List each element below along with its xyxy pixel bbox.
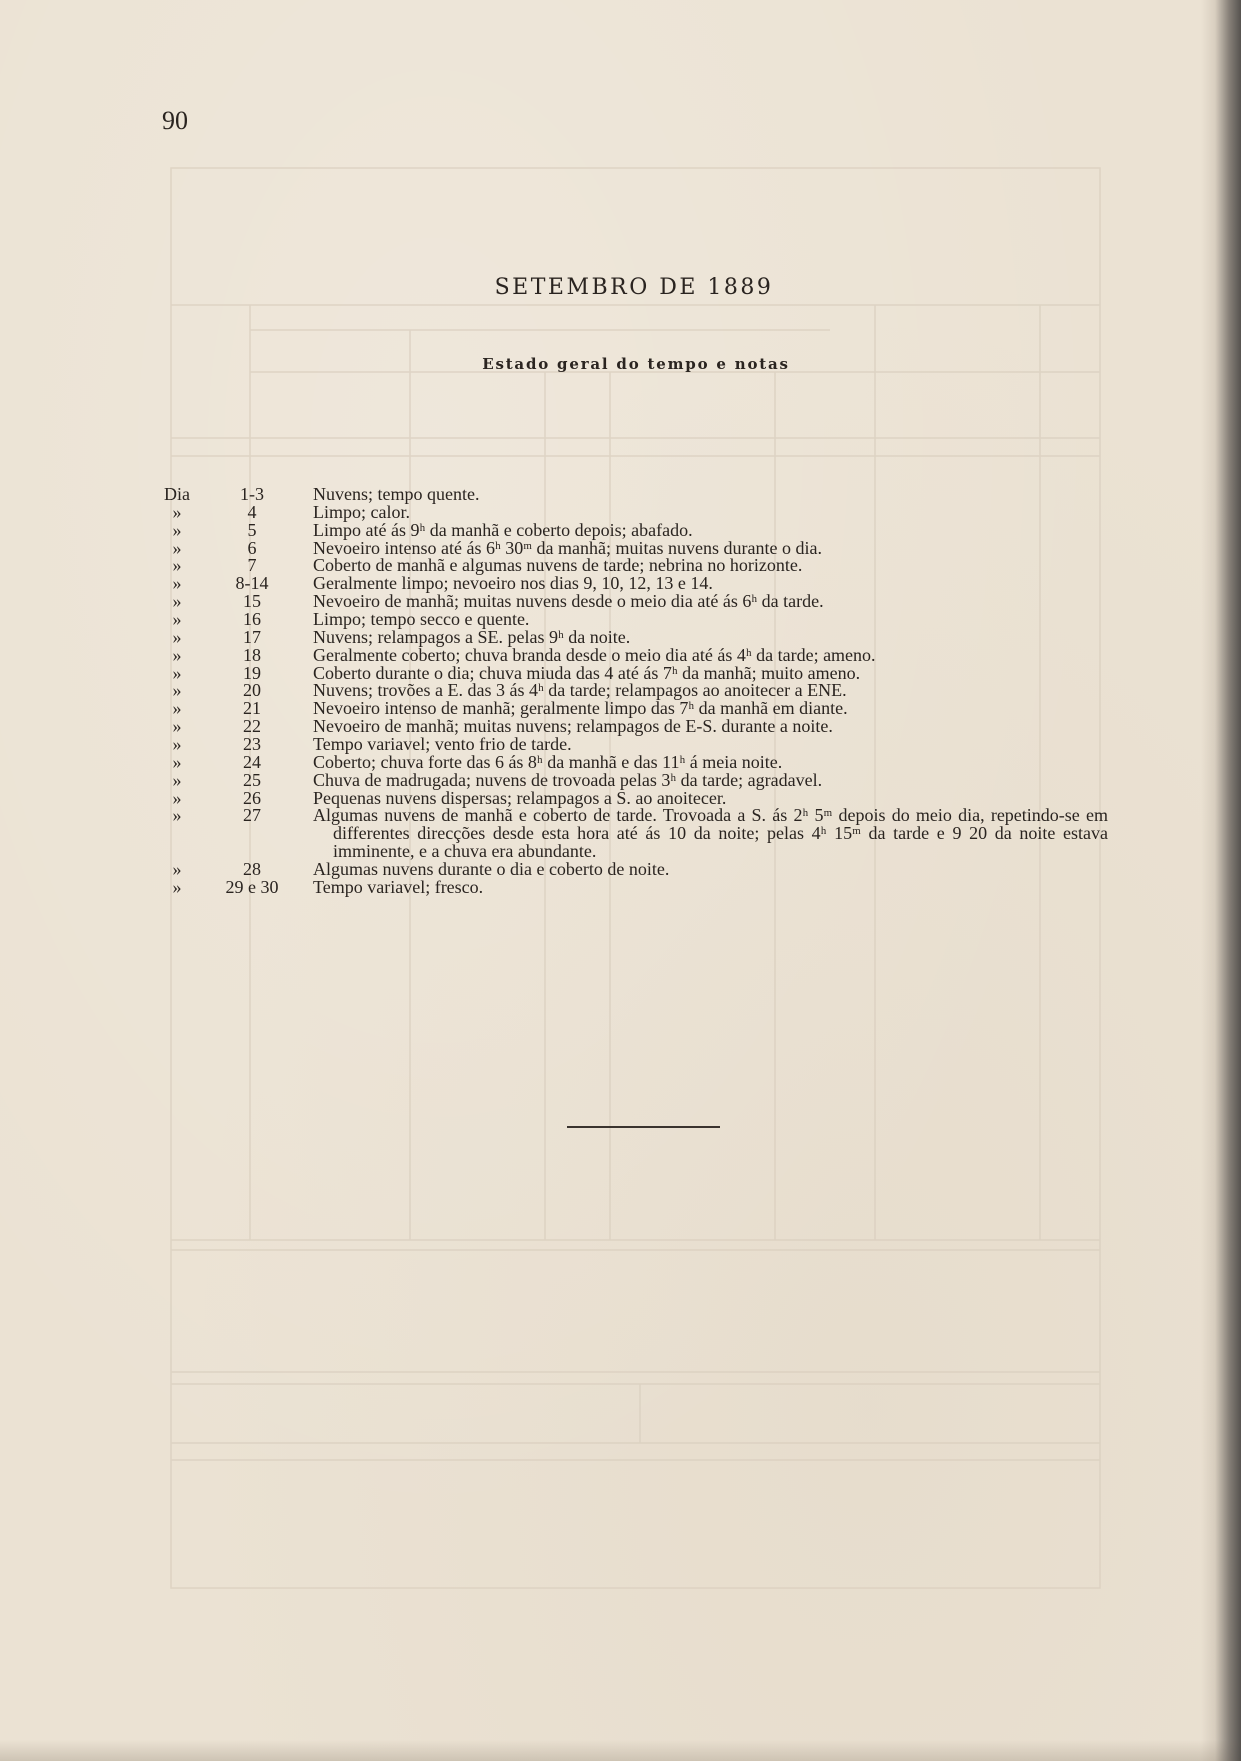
page-number: 90 xyxy=(162,106,188,135)
row-day: 27 xyxy=(243,805,261,826)
row-notes-line: imminente, e a chuva era abundante. xyxy=(333,841,597,862)
ditto-mark: » xyxy=(172,644,182,665)
row-notes: Limpo; tempo secco e quente. xyxy=(313,609,530,630)
table-row xyxy=(160,644,1120,665)
row-day: 20 xyxy=(243,680,261,701)
row-day: 26 xyxy=(243,787,261,808)
row-notes: Chuva de madrugada; nuvens de trovoada pelas 3ʰ da tarde; agradavel. xyxy=(313,769,823,790)
row-day: 1-3 xyxy=(240,484,264,504)
row-day: 15 xyxy=(243,591,261,612)
row-notes-line: Algumas nuvens de manhã e coberto de tarde. Trovoada a S. ás 2ʰ 5ᵐ depois do meio dia, repetindo-se em xyxy=(313,805,1108,826)
table-row xyxy=(160,718,1120,736)
row-notes-line: differentes direcções desde esta hora até ás 10 da noite; pelas 4ʰ 15ᵐ da tarde e 9 20 da noite estava xyxy=(333,823,1108,844)
ditto-mark: » xyxy=(172,537,182,558)
row-day: 6 xyxy=(247,537,257,558)
table-row xyxy=(160,593,1120,611)
row-day: 17 xyxy=(243,626,261,647)
row-notes: Pequenas nuvens dispersas; relampagos a S. ao anoitecer. xyxy=(313,787,727,808)
row-notes: Geralmente coberto; chuva branda desde o meio dia até ás 4ʰ da tarde; ameno. xyxy=(313,644,876,665)
table-row xyxy=(160,807,1120,861)
row-notes: Tempo variavel; fresco. xyxy=(313,876,484,897)
ditto-mark: » xyxy=(172,609,182,630)
row-notes: Nuvens; trovões a E. das 3 ás 4ʰ da tarde; relampagos ao anoitecer a ENE. xyxy=(313,680,847,701)
ditto-mark: » xyxy=(172,787,182,808)
row-label-dia: Dia xyxy=(164,484,190,504)
row-notes: Coberto; chuva forte das 6 ás 8ʰ da manhã e das 11ʰ á meia noite. xyxy=(313,751,783,772)
row-day: 24 xyxy=(243,751,261,772)
page-subtitle: Estado geral do tempo e notas xyxy=(482,355,790,373)
row-day: 16 xyxy=(243,609,261,630)
row-notes: Tempo variavel; vento frio de tarde. xyxy=(313,734,572,755)
row-notes: Nuvens; relampagos a SE. pelas 9ʰ da noite. xyxy=(313,626,631,647)
row-day: 7 xyxy=(247,555,257,576)
ditto-mark: » xyxy=(172,591,182,612)
row-notes: Coberto durante o dia; chuva miuda das 4 até ás 7ʰ da manhã; muito ameno. xyxy=(313,662,861,683)
row-day: 22 xyxy=(243,716,261,737)
ditto-mark: » xyxy=(172,716,182,737)
weather-notes-table xyxy=(160,486,1120,897)
page-edge-shadow xyxy=(1201,0,1241,1761)
ditto-mark: » xyxy=(172,859,182,880)
row-notes: Nevoeiro de manhã; muitas nuvens; relampagos de E-S. durante a noite. xyxy=(313,716,833,737)
row-notes: Nevoeiro intenso de manhã; geralmente limpo das 7ʰ da manhã em diante. xyxy=(313,698,848,719)
row-day: 18 xyxy=(243,644,261,665)
ditto-mark: » xyxy=(172,573,182,594)
row-day: 29 e 30 xyxy=(225,876,279,897)
ditto-mark: » xyxy=(172,876,182,897)
row-day: 28 xyxy=(243,859,261,880)
table-row xyxy=(160,486,1120,504)
closing-rule xyxy=(567,1126,720,1128)
row-day: 4 xyxy=(247,501,257,522)
row-day: 23 xyxy=(243,734,261,755)
row-notes: Algumas nuvens durante o dia e coberto de noite. xyxy=(313,859,670,880)
row-notes: Nevoeiro intenso até ás 6ʰ 30ᵐ da manhã; muitas nuvens durante o dia. xyxy=(313,537,822,558)
ditto-mark: » xyxy=(172,698,182,719)
row-day: 19 xyxy=(243,662,261,683)
ditto-mark: » xyxy=(172,555,182,576)
table-row xyxy=(160,611,1120,629)
row-day: 21 xyxy=(243,698,261,719)
row-day: 25 xyxy=(243,769,261,790)
ditto-mark: » xyxy=(172,751,182,772)
ditto-mark: » xyxy=(172,769,182,790)
row-notes: Limpo; calor. xyxy=(313,501,410,522)
page-title: SETEMBRO DE 1889 xyxy=(494,275,774,300)
ditto-mark: » xyxy=(172,662,182,683)
row-day: 8-14 xyxy=(235,573,269,594)
ditto-mark: » xyxy=(172,680,182,701)
row-notes: Nevoeiro de manhã; muitas nuvens desde o meio dia até ás 6ʰ da tarde. xyxy=(313,591,824,612)
table-row xyxy=(160,769,1120,790)
ditto-mark: » xyxy=(172,805,182,826)
ditto-mark: » xyxy=(172,734,182,755)
row-notes: Geralmente limpo; nevoeiro nos dias 9, 10, 12, 13 e 14. xyxy=(313,573,713,594)
row-notes: Coberto de manhã e algumas nuvens de tarde; nebrina no horizonte. xyxy=(313,555,803,576)
ditto-mark: » xyxy=(172,501,182,522)
row-day: 5 xyxy=(247,519,257,540)
table-row xyxy=(160,519,1120,540)
table-row xyxy=(160,861,1120,879)
row-notes: Limpo até ás 9ʰ da manhã e coberto depois; abafado. xyxy=(313,519,693,540)
row-notes xyxy=(313,807,1108,861)
ditto-mark: » xyxy=(172,626,182,647)
table-row xyxy=(160,876,1120,897)
row-notes: Nuvens; tempo quente. xyxy=(313,484,480,504)
ditto-mark: » xyxy=(172,519,182,540)
